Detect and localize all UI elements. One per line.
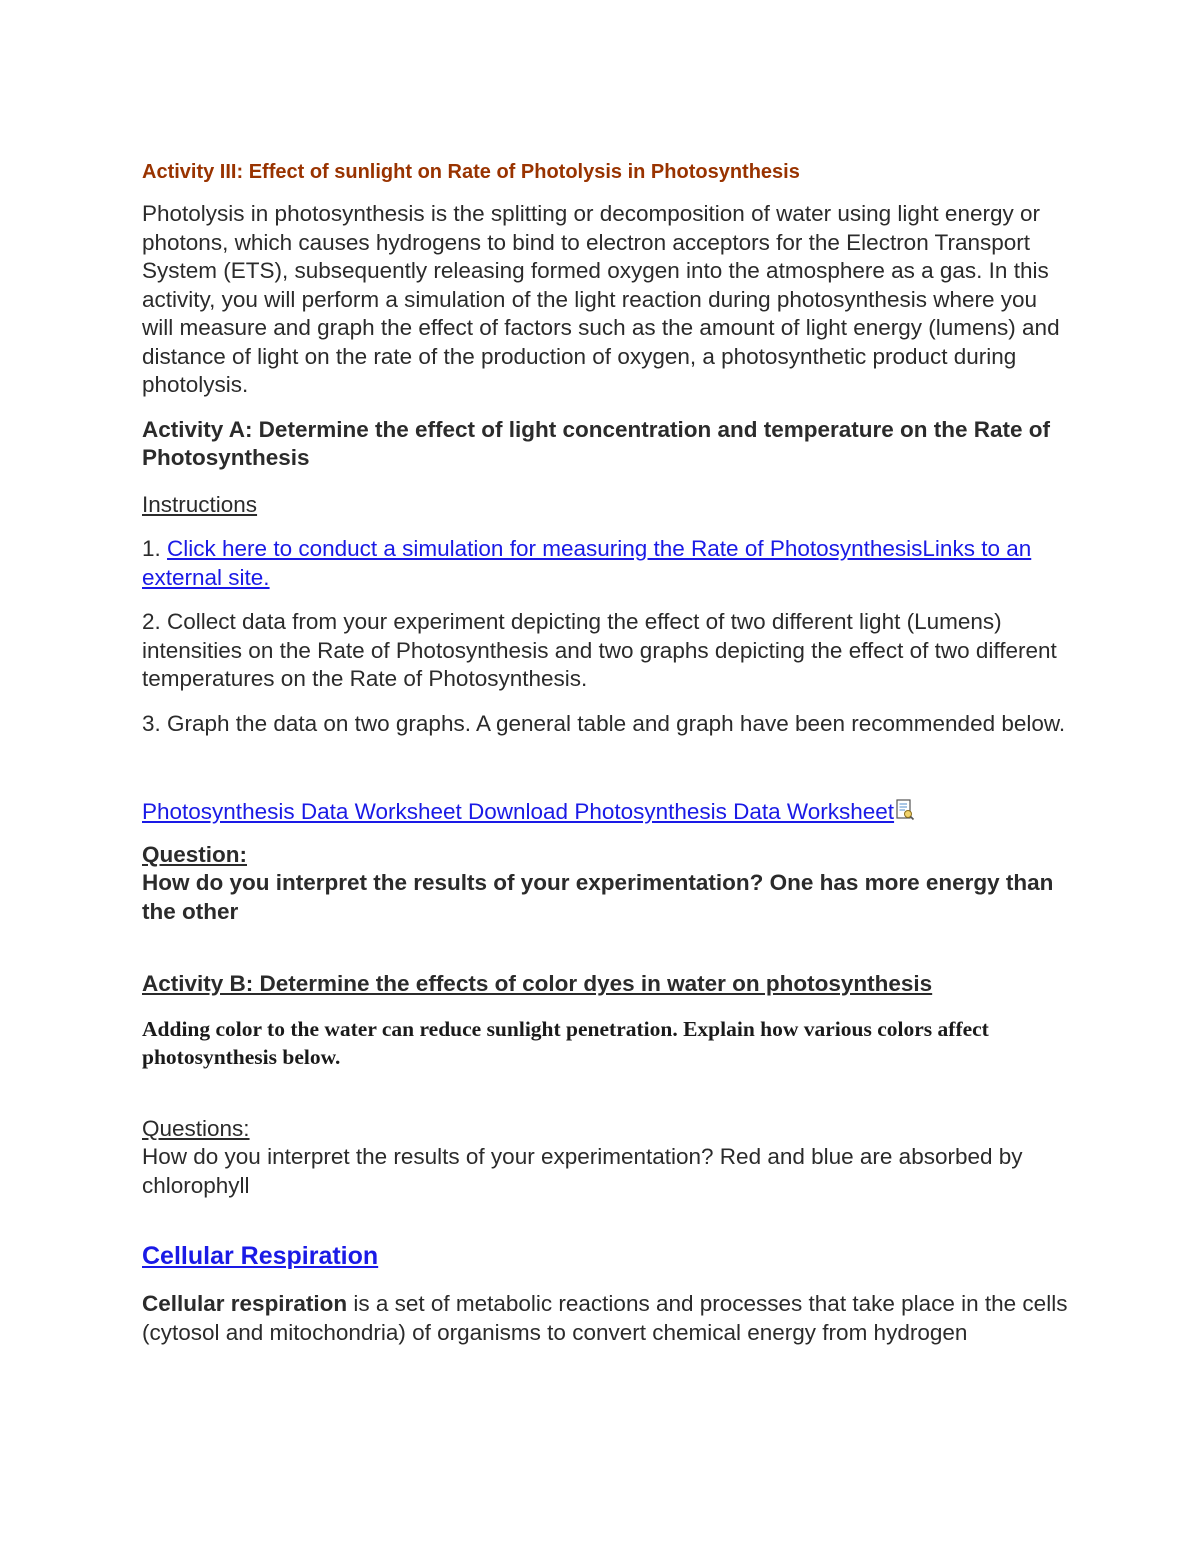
questions-label: Questions: bbox=[142, 1115, 250, 1141]
instruction-step-1 bbox=[142, 535, 1072, 592]
cellular-respiration-term: Cellular respiration bbox=[142, 1291, 348, 1316]
question-label: Question: bbox=[142, 841, 247, 867]
download-worksheet-link[interactable]: Download Photosynthesis Data Worksheet bbox=[468, 799, 895, 824]
instruction-step-2: 2. Collect data from your experiment depicting the effect of two different light (Lumens) intensities on the Rate of Photosynthesis and two graphs depicting the effect of two different temperatures on the Rate of Photosynthesis. bbox=[142, 609, 1057, 691]
cellular-respiration-text: is a set of metabolic reactions and processes that take place in the cells (cytosol and mitochondria) of organisms to convert chemical energy from hydrogen bbox=[142, 1291, 1068, 1345]
document-download-icon[interactable] bbox=[895, 799, 915, 821]
worksheet-link[interactable]: Photosynthesis Data Worksheet bbox=[142, 799, 468, 824]
step-1-number: 1. bbox=[142, 536, 161, 561]
activity-b-title: Activity B: Determine the effects of color dyes in water on photosynthesis bbox=[142, 971, 933, 996]
question-answer-a: How do you interpret the results of your experimentation? One has more energy than the other bbox=[142, 870, 1054, 924]
cellular-respiration-definition bbox=[142, 1290, 1072, 1347]
instructions-label: Instructions bbox=[142, 491, 258, 517]
activity-b-prompt: Adding color to the water can reduce sunlight penetration. Explain how various colors affect photosynthesis below. bbox=[142, 1016, 989, 1069]
activity-a-title: Activity A: Determine the effect of light concentration and temperature on the Rate of Photosynthesis bbox=[142, 416, 1051, 470]
worksheet-links bbox=[142, 798, 1072, 827]
cellular-respiration-heading[interactable]: Cellular Respiration bbox=[142, 1242, 379, 1270]
activity-iii-intro: Photolysis in photosynthesis is the splitting or decomposition of water using light energy or photons, which causes hydrogens to bind to electron acceptors for the Electron Transport System (ETS), subsequently releasing formed oxygen into the atmosphere as a gas. In this activity, you will perform a simulation of the light reaction during photosynthesis where you will measure and graph the effect of factors such as the amount of light energy (lumens) and distance of light on the rate of the production of oxygen, a photosynthetic product during photolysis. bbox=[142, 201, 1060, 397]
activity-iii-title: Activity III: Effect of sunlight on Rate of Photolysis in Photosynthesis bbox=[142, 161, 800, 183]
instruction-step-3: 3. Graph the data on two graphs. A general table and graph have been recommended below. bbox=[142, 710, 1066, 736]
simulation-link[interactable]: Click here to conduct a simulation for measuring the Rate of PhotosynthesisLinks to an external site. bbox=[142, 536, 1032, 590]
question-answer-b: How do you interpret the results of your experimentation? Red and blue are absorbed by chlorophyll bbox=[142, 1144, 1023, 1198]
document-page bbox=[142, 158, 1072, 1347]
